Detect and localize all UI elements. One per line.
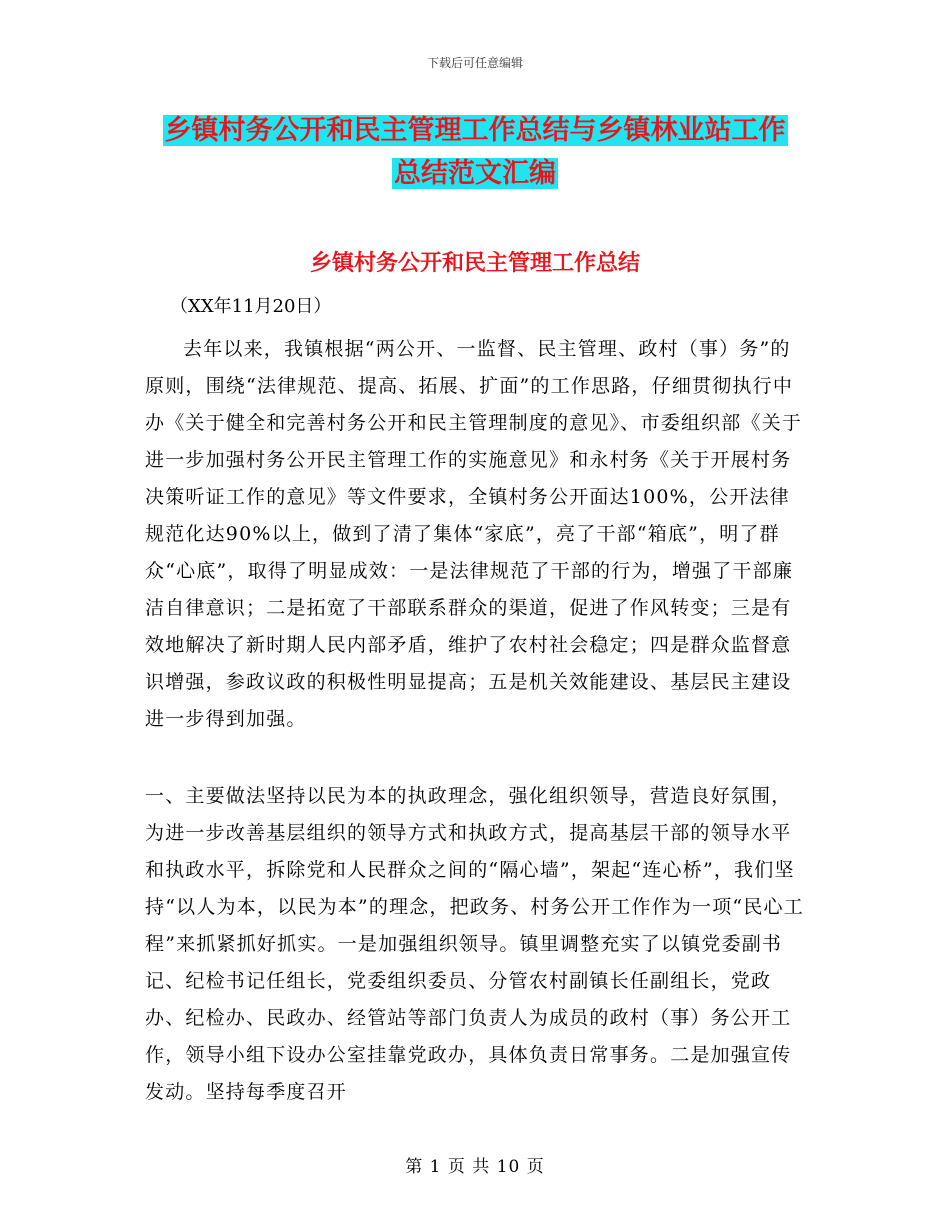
page-number: 第 1 页 共 10 页 — [405, 1157, 545, 1177]
document-title-text-1: 乡镇村务公开和民主管理工作总结与乡镇林业站工作 — [164, 115, 786, 146]
header-note: 下载后可任意编辑 — [426, 56, 523, 70]
document-title-line-1 — [0, 110, 950, 152]
paragraph: 一、主要做法坚持以民为本的执政理念，强化组织领导，营造良好氛围，为进一步改善基层组织的领导方式和执政方式，提高基层干部的领导水平和执政水平，拆除党和人民群众之间的“隔心墙”，架起“连心桥”，我们坚持“以人为本，以民为本”的理念，把政务、村务公开工作作为一项“民心工程”来抓紧抓好抓实。一是加强组织领导。镇里调整充实了以镇党委副书记、纪检书记任组长，党委组织委员、分管农村副镇长任副组长，党政办、纪检办、民政办、经管站等部门负责人为成员的政村（事）务公开工作，领导小组下设办公室挂靠党政办，具体负责日常事务。二是加强宣传发动。坚持每季度召开 — [145, 785, 804, 1103]
paragraph: 去年以来，我镇根据“两公开、一监督、民主管理、政村（事）务”的原则，围绕“法律规范、提高、拓展、扩面”的工作思路，仔细贯彻执行中办《关于健全和完善村务公开和民主管理制度的意见》、市委组织部《关于进一步加强村务公开民主管理工作的实施意见》和永村务《关于开展村务决策听证工作的意见》等文件要求，全镇村务公开面达100%，公开法律规范化达90%以上，做到了清了集体“家底”，亮了干部“箱底”，明了群众“心底”，取得了明显成效：一是法律规范了干部的行为，增强了干部廉洁自律意识；二是拓宽了干部联系群众的渠道，促进了作风转变；三是有效地解决了新时期人民内部矛盾，维护了农村社会稳定；四是群众监督意识增强，参政议政的积极性明显提高；五是机关效能建设、基层民主建设进一步得到加强。 — [145, 338, 803, 730]
document-date: （XX年11月20日） — [170, 296, 332, 317]
document-title-text-2: 总结范文汇编 — [394, 158, 556, 189]
section-title: 乡镇村务公开和民主管理工作总结 — [309, 251, 640, 276]
document-title-line-2 — [0, 153, 950, 195]
